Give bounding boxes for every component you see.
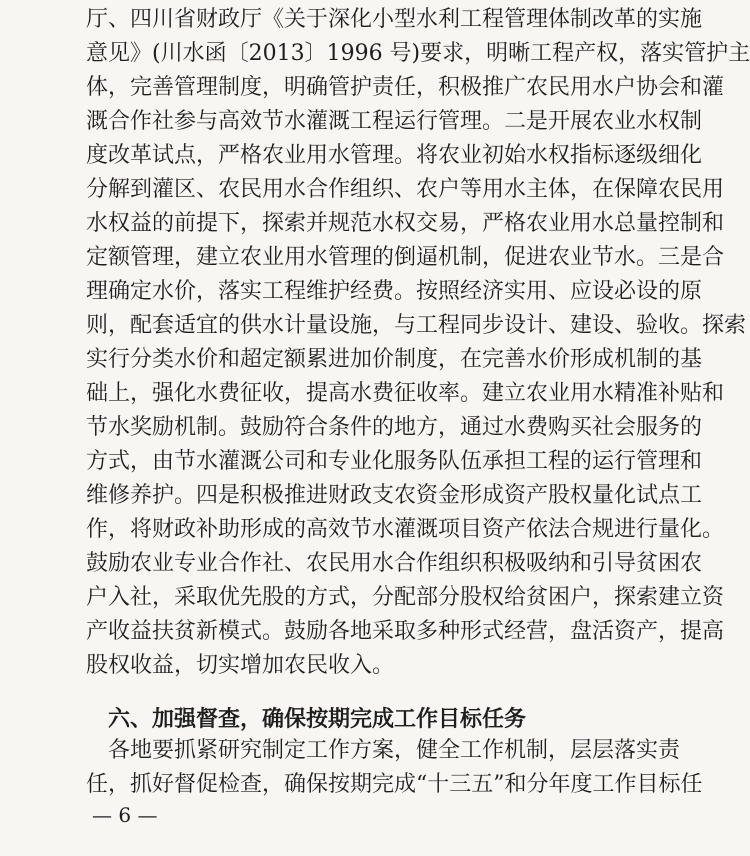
body-line: 分解到灌区、农民用水合作组织、农户等用水主体，在保障农民用 [86, 177, 725, 202]
body-line: 厅、四川省财政厅《关于深化小型水利工程管理体制改革的实施 [86, 7, 703, 32]
body-line: 节水奖励机制。鼓励符合条件的地方，通过水费购买社会服务的 [86, 415, 703, 440]
body-line: 体，完善管理制度，明确管护责任，积极推广农民用水户协会和灌 [86, 75, 725, 100]
body-line: 溉合作社参与高效节水灌溉工程运行管理。二是开展农业水权制 [86, 109, 703, 134]
body-line: 理确定水价，落实工程维护经费。按照经济实用、应设必设的原 [86, 279, 703, 304]
body-line: 维修养护。四是积极推进财政支农资金形成资产股权量化试点工 [86, 483, 703, 508]
section-heading: 六、加强督查，确保按期完成工作目标任务 [108, 706, 527, 732]
body-line: 础上，强化水费征收，提高水费征收率。建立农业用水精准补贴和 [86, 381, 725, 406]
body-line: 鼓励农业专业合作社、农民用水合作组织积极吸纳和引导贫困农 [86, 551, 703, 576]
body-line: 水权益的前提下，探索并规范水权交易，严格农业用水总量控制和 [86, 211, 725, 236]
body-line: 方式，由节水灌溉公司和专业化服务队伍承担工程的运行管理和 [86, 449, 703, 474]
body-line: 度改革试点，严格农业用水管理。将农业初始水权指标逐级细化 [86, 143, 703, 168]
closing-line: 各地要抓紧研究制定工作方案，健全工作机制，层层落实责 [108, 738, 681, 763]
body-line: 股权收益，切实增加农民收入。 [86, 653, 395, 678]
body-line: 作，将财政补助形成的高效节水灌溉项目资产依法合规进行量化。 [86, 517, 725, 542]
body-line: 户入社，采取优先股的方式，分配部分股权给贫困户，探索建立资 [86, 585, 725, 610]
page-number: — 6 — [92, 803, 158, 827]
body-line: 产收益扶贫新模式。鼓励各地采取多种形式经营，盘活资产，提高 [86, 619, 725, 644]
body-line: 则，配套适宜的供水计量设施，与工程同步设计、建设、验收。探索 [86, 313, 747, 338]
body-line: 实行分类水价和超定额累进加价制度，在完善水价形成机制的基 [86, 347, 703, 372]
closing-line: 任，抓好督促检查，确保按期完成“十三五”和分年度工作目标任 [86, 772, 703, 797]
body-line: 意见》(川水函〔2013〕1996 号)要求，明晰工程产权，落实管护主 [86, 41, 750, 66]
body-line: 定额管理，建立农业用水管理的倒逼机制，促进农业节水。三是合 [86, 245, 725, 270]
